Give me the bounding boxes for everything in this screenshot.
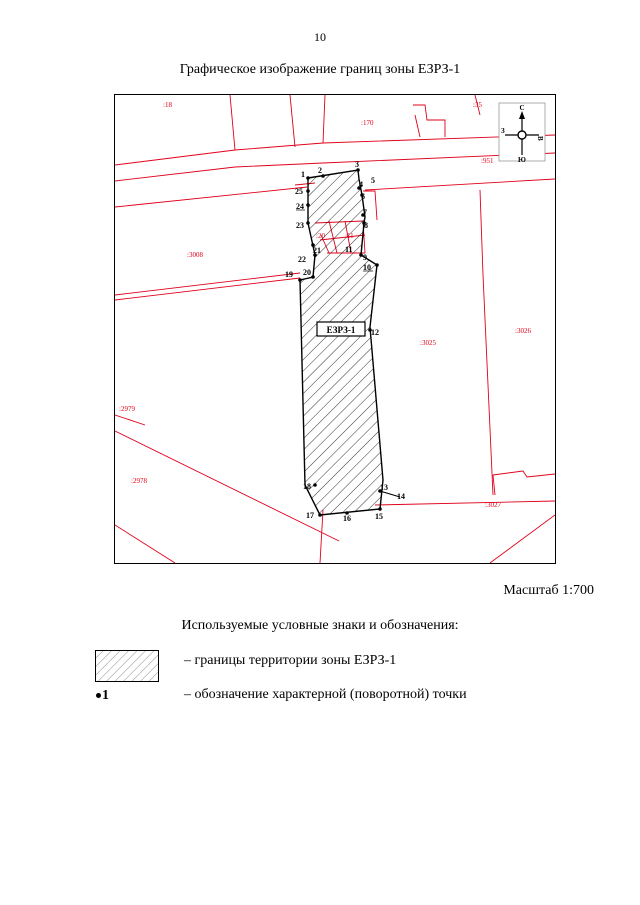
zone-label <box>317 322 365 336</box>
parcel-label: :11 <box>345 232 354 240</box>
compass-west: З <box>501 127 505 135</box>
compass-east: В <box>536 136 544 141</box>
point-label: 10 <box>363 263 371 272</box>
point-label: 13 <box>380 483 388 492</box>
parcel-label: :35 <box>473 101 482 109</box>
point-label: 11 <box>345 245 353 254</box>
scale-label: Масштаб 1:700 <box>503 583 594 598</box>
parcel-label: :20 <box>316 232 325 240</box>
point-label: 25 <box>295 187 303 196</box>
compass-rose <box>499 103 545 164</box>
point-dot-icon <box>96 693 101 698</box>
parcel-label: :2978 <box>131 477 147 485</box>
point-label: 7 <box>363 208 367 217</box>
parcel-label: :3008 <box>187 251 203 259</box>
point-label: 5 <box>371 176 375 185</box>
map-frame[interactable] <box>114 94 556 564</box>
legend-point-symbol <box>96 688 109 704</box>
svg-text:ЕЗРЗ-1: ЕЗРЗ-1 <box>326 325 356 335</box>
point-label: 4 <box>359 180 363 189</box>
point-label: 23 <box>296 221 304 230</box>
point-label: 21 <box>313 246 321 255</box>
point-label: 12 <box>371 328 379 337</box>
point-label: 1 <box>301 170 305 179</box>
point-label: 24 <box>296 202 304 211</box>
page-title: Графическое изображение границ зоны ЕЗРЗ-1 <box>179 62 461 77</box>
parcel-label: :2979 <box>119 405 135 413</box>
legend-title: Используемые условные знаки и обозначения: <box>181 618 459 633</box>
point-label: 22 <box>298 255 306 264</box>
compass-south: Ю <box>518 156 526 164</box>
point-label: 2 <box>318 166 322 175</box>
parcel-label: :3025 <box>420 339 436 347</box>
point-label: 18 <box>303 482 311 491</box>
cadastral-map <box>115 95 555 563</box>
parcel-label: :951 <box>481 157 494 165</box>
point-label: 14 <box>397 492 405 501</box>
parcel-label: :3027 <box>485 501 501 509</box>
page-number: 10 <box>314 30 326 44</box>
point-label: 9 <box>363 253 367 262</box>
point-label: 3 <box>355 160 359 169</box>
parcel-label: :3026 <box>515 327 531 335</box>
point-label: 15 <box>375 512 383 521</box>
point-label: 19 <box>285 270 293 279</box>
legend-point-number: 1 <box>102 688 109 703</box>
zone-ezrz-1-area[interactable] <box>300 170 383 515</box>
point-label: 8 <box>364 221 368 230</box>
parcel-label: :18 <box>163 101 172 109</box>
parcel-label: :170 <box>361 119 374 127</box>
legend-point-description: – обозначение характерной (поворотной) точки <box>184 687 467 702</box>
point-label: 17 <box>306 511 314 520</box>
legend-hatch-swatch <box>95 650 159 682</box>
point-label: 6 <box>361 192 365 201</box>
legend-zone-boundary: – границы территории зоны ЕЗРЗ-1 <box>184 653 397 668</box>
point-label: 20 <box>303 268 311 277</box>
compass-north: С <box>519 104 525 112</box>
point-label: 16 <box>343 514 351 523</box>
